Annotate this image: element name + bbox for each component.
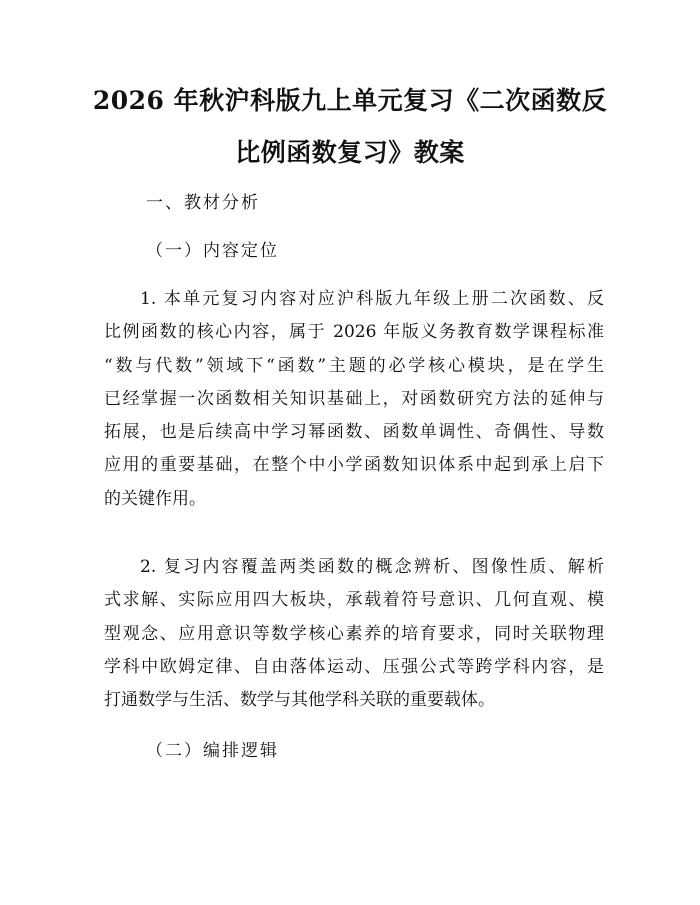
paragraph-line: 拓展，也是后续高中学习幂函数、函数单调性、奇偶性、导数 — [104, 422, 604, 443]
subsection-heading-arrangement-logic: （二）编排逻辑 — [146, 741, 279, 761]
paragraph-line: “数与代数”领域下“函数”主题的必学核心模块，是在学生 — [104, 355, 604, 376]
section-heading: 一、教材分析 — [146, 193, 260, 213]
paragraph-line: 打通数学与生活、数学与其他学科关联的重要载体。 — [104, 690, 495, 711]
document-title-line-1: 2026 年秋沪科版九上单元复习《二次函数反 — [92, 86, 608, 115]
paragraph-line: 应用的重要基础，在整个中小学函数知识体系中起到承上启下 — [104, 455, 604, 476]
paragraph-line: 式求解、实际应用四大板块，承载着符号意识、几何直观、模 — [104, 590, 604, 611]
paragraph-line: 比例函数的核心内容，属于 2026 年版义务教育数学课程标准 — [104, 322, 604, 343]
document-title-line-2: 比例函数复习》教案 — [235, 138, 465, 167]
paragraph-2 — [104, 551, 604, 717]
paragraph-line: 学科中欧姆定律、自由落体运动、压强公式等跨学科内容，是 — [104, 656, 604, 677]
paragraph-line: 的关键作用。 — [104, 488, 206, 509]
paragraph-1 — [104, 283, 604, 516]
paragraph-line: 1. 本单元复习内容对应沪科版九年级上册二次函数、反 — [140, 289, 604, 309]
subsection-heading-content-position: （一）内容定位 — [146, 241, 279, 261]
paragraph-line: 2. 复习内容覆盖两类函数的概念辨析、图像性质、解析 — [140, 557, 604, 577]
paragraph-line: 型观念、应用意识等数学核心素养的培育要求，同时关联物理 — [104, 623, 604, 644]
paragraph-line: 已经掌握一次函数相关知识基础上，对函数研究方法的延伸与 — [104, 388, 604, 409]
